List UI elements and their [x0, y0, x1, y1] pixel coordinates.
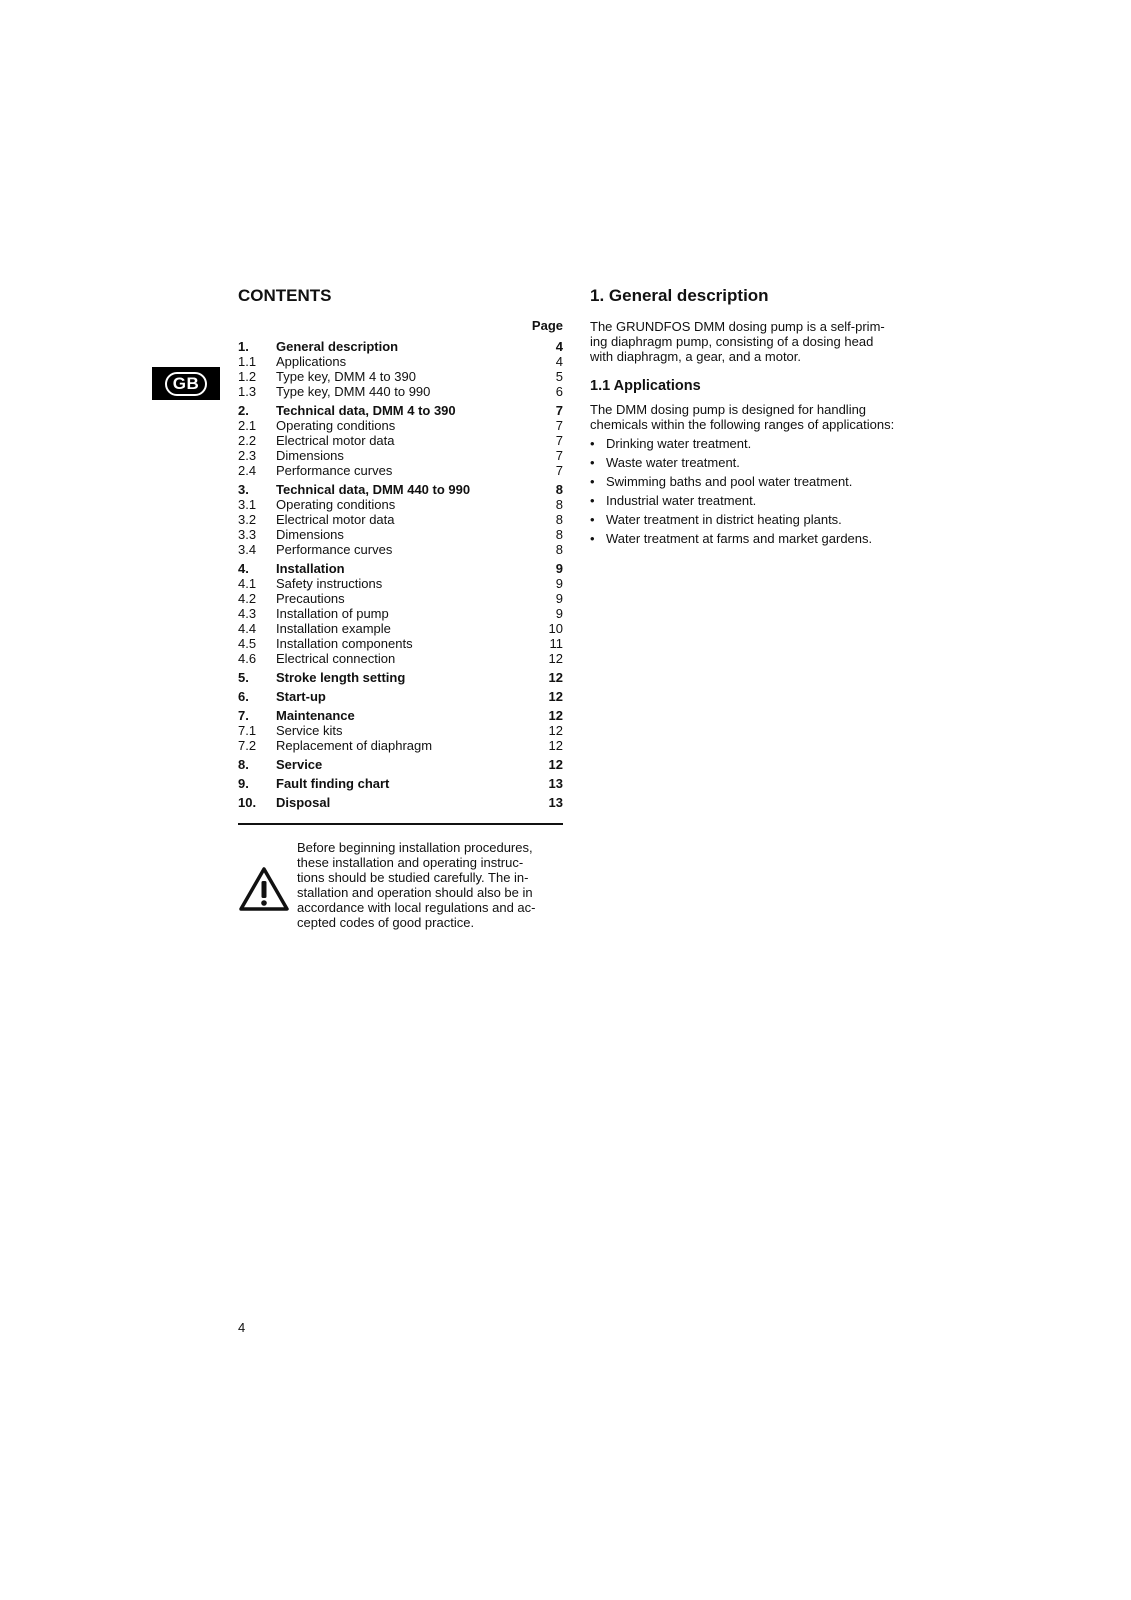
toc-entry[interactable]	[238, 708, 563, 723]
general-description-heading: 1. General description	[590, 286, 769, 305]
toc-entry-page: 12	[548, 651, 563, 666]
toc-entry[interactable]	[238, 723, 563, 738]
bullet-icon: •	[590, 455, 595, 470]
toc-entry-title: Installation of pump	[276, 606, 389, 621]
body-line: chemicals within the following ranges of applications:	[590, 417, 895, 432]
toc-entry-number: 3.2	[238, 512, 257, 527]
toc-entry-page: 12	[548, 738, 563, 753]
toc-entry[interactable]	[238, 591, 563, 606]
bullet-icon: •	[590, 493, 595, 508]
toc-entry-page: 7	[555, 418, 563, 433]
toc-entry-page: 4	[555, 339, 563, 354]
toc-entry-number: 2.2	[238, 433, 257, 448]
toc-entry-title: Performance curves	[276, 542, 393, 557]
toc-entry-title: Start-up	[276, 689, 326, 704]
toc-entry-number: 4.6	[238, 651, 257, 666]
toc-entry-page: 12	[548, 708, 563, 723]
toc-entry-number: 1.3	[238, 384, 257, 399]
toc-entry-number: 1.1	[238, 354, 257, 369]
toc-entry-page: 12	[548, 689, 563, 704]
bullet-icon: •	[590, 474, 595, 489]
toc-entry-title: Disposal	[276, 795, 331, 810]
list-item-text: Drinking water treatment.	[606, 436, 752, 451]
toc-entry-number: 6.	[238, 689, 249, 704]
toc-entry-title: Operating conditions	[276, 418, 396, 433]
toc-entry-number: 4.5	[238, 636, 257, 651]
applications-heading: 1.1 Applications	[590, 378, 701, 394]
warning-text	[297, 840, 549, 930]
toc-entry-number: 2.3	[238, 448, 257, 463]
list-item-text: Industrial water treatment.	[606, 493, 757, 508]
toc-entry-page: 8	[555, 542, 563, 557]
toc-entry-number: 1.2	[238, 369, 257, 384]
toc-entry-number: 7.2	[238, 738, 257, 753]
toc-entry-page: 7	[555, 448, 563, 463]
language-tab-label: GB	[165, 372, 208, 396]
toc-entry-page: 4	[555, 354, 563, 369]
toc-entry[interactable]	[238, 606, 563, 621]
toc-entry-title: Applications	[276, 354, 347, 369]
toc-entry-title: Safety instructions	[276, 576, 383, 591]
warning-text-line: cepted codes of good practice.	[297, 915, 475, 930]
warning-triangle-icon	[238, 840, 290, 930]
toc-entry-number: 9.	[238, 776, 249, 791]
table-of-contents	[238, 339, 563, 810]
toc-entry-title: Electrical motor data	[276, 433, 395, 448]
toc-entry-page: 13	[548, 776, 563, 791]
toc-entry[interactable]	[238, 738, 563, 753]
bullet-icon: •	[590, 531, 595, 546]
toc-entry-title: Replacement of diaphragm	[276, 738, 433, 753]
toc-entry[interactable]	[238, 497, 563, 512]
list-item-text: Water treatment in district heating plants.	[606, 512, 842, 527]
toc-entry-page: 8	[555, 497, 563, 512]
list-item-text: Water treatment at farms and market gardens.	[606, 531, 873, 546]
toc-entry-number: 4.4	[238, 621, 257, 636]
toc-entry-title: Electrical motor data	[276, 512, 395, 527]
list-item	[590, 436, 920, 451]
toc-entry-number: 4.	[238, 561, 249, 576]
toc-entry[interactable]	[238, 354, 563, 369]
toc-entry-title: Maintenance	[276, 708, 355, 723]
applications-intro	[590, 402, 920, 432]
toc-entry[interactable]	[238, 384, 563, 399]
toc-entry-title: Service	[276, 757, 323, 772]
toc-entry-page: 6	[555, 384, 563, 399]
list-item	[590, 493, 920, 508]
toc-entry-number: 3.4	[238, 542, 257, 557]
toc-entry-page: 12	[548, 670, 563, 685]
toc-entry[interactable]	[238, 418, 563, 433]
toc-entry-title: General description	[276, 339, 399, 354]
toc-entry-number: 2.1	[238, 418, 257, 433]
toc-entry-title: Stroke length setting	[276, 670, 406, 685]
toc-entry[interactable]	[238, 512, 563, 527]
contents-divider	[238, 823, 563, 825]
toc-entry-page: 9	[555, 561, 563, 576]
toc-entry[interactable]	[238, 482, 563, 497]
toc-entry[interactable]	[238, 339, 563, 354]
toc-entry[interactable]	[238, 561, 563, 576]
list-item	[590, 512, 920, 527]
toc-entry-number: 1.	[238, 339, 249, 354]
body-line: ing diaphragm pump, consisting of a dosing head	[590, 334, 874, 349]
toc-entry-number: 8.	[238, 757, 249, 772]
toc-entry-title: Dimensions	[276, 448, 344, 463]
warning-text-line: Before beginning installation procedures,	[297, 840, 533, 855]
toc-entry-title: Installation components	[276, 636, 413, 651]
toc-entry-number: 7.	[238, 708, 249, 723]
toc-entry-page: 9	[555, 591, 563, 606]
toc-entry[interactable]	[238, 621, 563, 636]
general-description-body	[590, 319, 920, 364]
toc-entry-number: 3.1	[238, 497, 257, 512]
contents-column	[238, 285, 563, 930]
toc-entry[interactable]	[238, 776, 563, 791]
language-tab	[152, 367, 220, 400]
toc-entry-number: 7.1	[238, 723, 257, 738]
toc-entry[interactable]	[238, 463, 563, 478]
description-column	[590, 285, 920, 550]
warning-text-line: these installation and operating instruc-	[297, 855, 524, 870]
warning-text-line: accordance with local regulations and ac-	[297, 900, 536, 915]
toc-entry-page: 8	[555, 527, 563, 542]
toc-entry-title: Installation	[276, 561, 345, 576]
toc-entry-number: 2.	[238, 403, 249, 418]
toc-entry-page: 12	[548, 723, 563, 738]
toc-entry-number: 3.	[238, 482, 249, 497]
warning-notice	[238, 840, 563, 930]
toc-entry-title: Electrical connection	[276, 651, 396, 666]
toc-entry-page: 13	[548, 795, 563, 810]
list-item-text: Swimming baths and pool water treatment.	[606, 474, 853, 489]
toc-entry[interactable]	[238, 636, 563, 651]
warning-text-line: tions should be studied carefully. The in-	[297, 870, 529, 885]
toc-entry-title: Performance curves	[276, 463, 393, 478]
bullet-icon: •	[590, 512, 595, 527]
toc-entry-page: 5	[555, 369, 563, 384]
toc-entry-number: 10.	[238, 795, 257, 810]
bullet-icon: •	[590, 436, 595, 451]
toc-entry[interactable]	[238, 542, 563, 557]
toc-entry-title: Operating conditions	[276, 497, 396, 512]
toc-entry-title: Dimensions	[276, 527, 344, 542]
toc-entry-page: 7	[555, 433, 563, 448]
toc-entry-page: 8	[555, 482, 563, 497]
body-line: with diaphragm, a gear, and a motor.	[590, 349, 802, 364]
contents-title: CONTENTS	[238, 286, 332, 305]
toc-entry-title: Technical data, DMM 4 to 390	[276, 403, 456, 418]
toc-entry-page: 12	[548, 757, 563, 772]
page-number: 4	[238, 1320, 246, 1335]
toc-entry[interactable]	[238, 795, 563, 810]
contents-page-header: Page	[531, 318, 563, 333]
toc-entry[interactable]	[238, 448, 563, 463]
toc-entry-number: 5.	[238, 670, 249, 685]
toc-entry[interactable]	[238, 369, 563, 384]
list-item-text: Waste water treatment.	[606, 455, 740, 470]
toc-entry[interactable]	[238, 757, 563, 772]
toc-entry-title: Precautions	[276, 591, 345, 606]
list-item	[590, 474, 920, 489]
toc-entry[interactable]	[238, 433, 563, 448]
toc-entry[interactable]	[238, 576, 563, 591]
toc-entry-number: 2.4	[238, 463, 257, 478]
toc-entry[interactable]	[238, 527, 563, 542]
toc-entry-page: 8	[555, 512, 563, 527]
toc-entry-number: 4.3	[238, 606, 257, 621]
toc-entry-title: Type key, DMM 440 to 990	[276, 384, 431, 399]
toc-entry-page: 9	[555, 606, 563, 621]
warning-text-line: stallation and operation should also be in	[297, 885, 533, 900]
toc-entry-number: 3.3	[238, 527, 257, 542]
toc-entry-page: 10	[548, 621, 563, 636]
list-item	[590, 531, 920, 546]
toc-entry-title: Type key, DMM 4 to 390	[276, 369, 416, 384]
toc-entry[interactable]	[238, 403, 563, 418]
body-line: The GRUNDFOS DMM dosing pump is a self-prim-	[590, 319, 885, 334]
toc-entry[interactable]	[238, 689, 563, 704]
toc-entry-number: 4.1	[238, 576, 257, 591]
applications-list	[590, 436, 920, 546]
toc-entry-title: Technical data, DMM 440 to 990	[276, 482, 471, 497]
toc-entry[interactable]	[238, 670, 563, 685]
toc-entry-page: 7	[555, 463, 563, 478]
toc-entry-title: Service kits	[276, 723, 343, 738]
toc-entry-number: 4.2	[238, 591, 257, 606]
body-line: The DMM dosing pump is designed for handling	[590, 402, 867, 417]
toc-entry-page: 7	[555, 403, 563, 418]
toc-entry-page: 11	[549, 636, 563, 651]
toc-entry-title: Fault finding chart	[276, 776, 390, 791]
toc-entry[interactable]	[238, 651, 563, 666]
list-item	[590, 455, 920, 470]
toc-entry-title: Installation example	[276, 621, 391, 636]
toc-entry-page: 9	[555, 576, 563, 591]
